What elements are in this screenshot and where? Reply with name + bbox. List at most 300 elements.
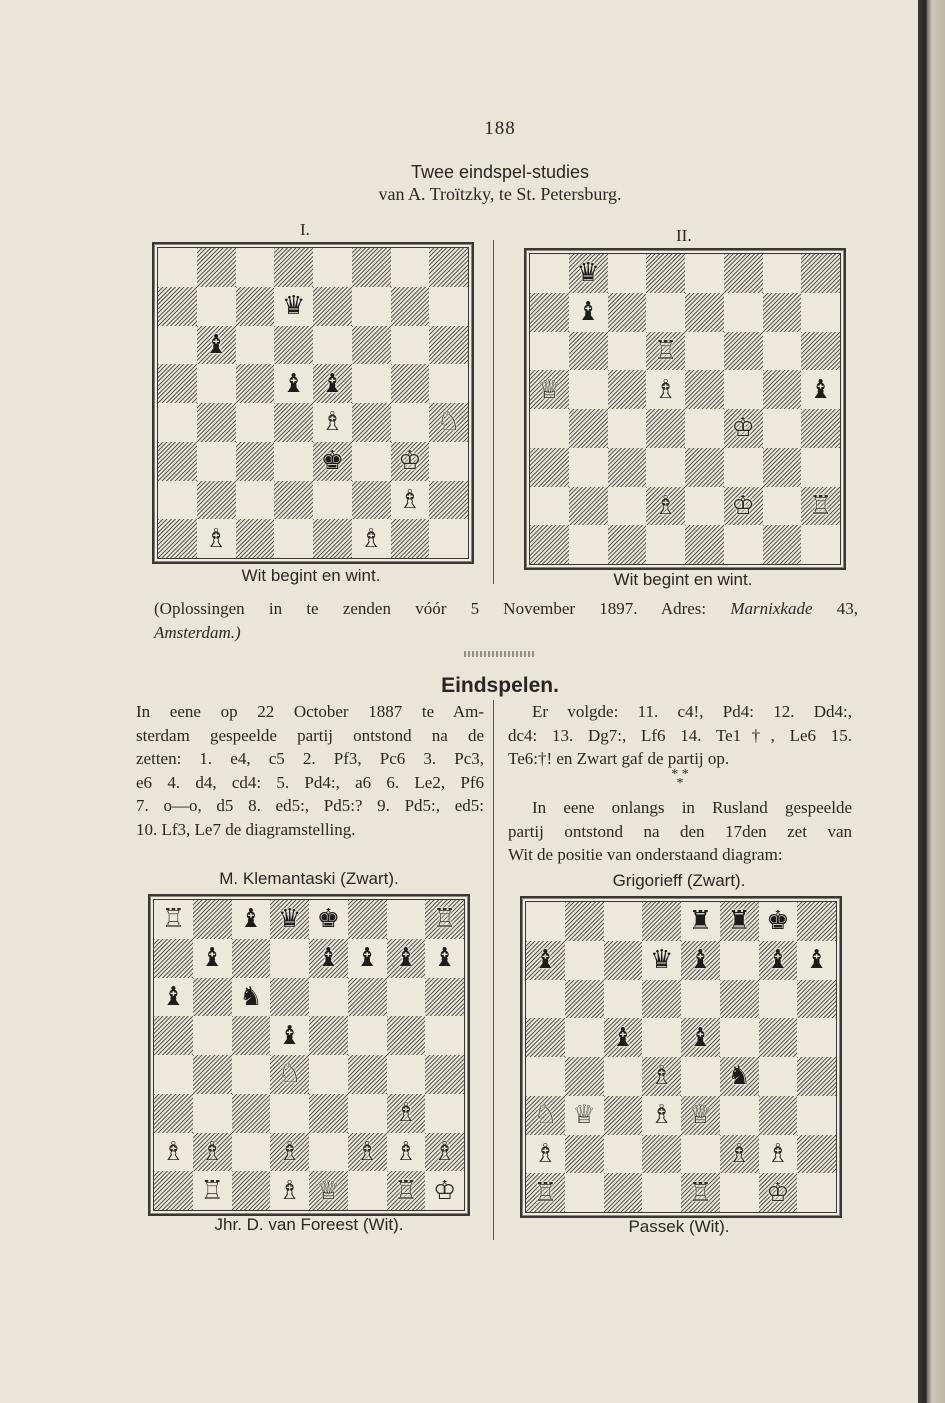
board-square — [236, 364, 275, 403]
board-square — [569, 409, 608, 448]
board-square — [530, 448, 569, 487]
right-column-text — [508, 700, 852, 771]
study-1-diagram — [152, 242, 474, 564]
board-square — [604, 1135, 643, 1174]
white-bishop-icon: ♗ — [398, 484, 422, 515]
board-square — [348, 1171, 387, 1210]
board-square — [646, 487, 685, 526]
black-king-icon: ♚ — [320, 446, 345, 477]
board-square — [642, 1096, 681, 1135]
black-bishop-icon: ♝ — [688, 1022, 713, 1053]
text-line: e6 4. d4, cd4: 5. Pd4:, a6 6. Le2, Pf6 — [136, 772, 484, 792]
board-square — [232, 1133, 271, 1172]
board-square — [608, 370, 647, 409]
board-square — [565, 941, 604, 980]
board-square — [797, 1057, 836, 1096]
board-square — [236, 519, 275, 558]
text-line: In eene onlangs in Rusland gespeelde — [532, 798, 852, 817]
board-square — [158, 442, 197, 481]
white-queen-icon: ♕ — [316, 1175, 341, 1206]
board-square — [724, 409, 763, 448]
text-line: Er volgde: 11. c4!, Pd4: 12. Dd4:, — [532, 702, 852, 721]
white-bishop-icon: ♗ — [200, 1136, 224, 1167]
board-square — [274, 326, 313, 365]
board-square — [526, 1057, 565, 1096]
board-square — [391, 287, 430, 326]
board-square — [193, 939, 232, 978]
board-square — [270, 1055, 309, 1094]
board-square — [642, 1057, 681, 1096]
board-square — [154, 1133, 193, 1172]
board-square — [387, 1094, 426, 1133]
board-square — [530, 525, 569, 564]
board-square — [154, 1016, 193, 1055]
board-square — [348, 1016, 387, 1055]
board-square — [797, 980, 836, 1019]
section-title: Eindspelen. — [441, 674, 559, 697]
white-knight-icon: ♘ — [533, 1100, 558, 1131]
black-bishop-icon: ♝ — [576, 297, 600, 328]
board-square — [158, 519, 197, 558]
board-square — [193, 1171, 232, 1210]
studies-author: van A. Troïtzky, te St. Petersburg. — [378, 184, 622, 204]
black-bishop-icon: ♝ — [281, 368, 306, 399]
black-bishop-icon: ♝ — [432, 943, 457, 974]
board-square — [232, 900, 271, 939]
board-square — [685, 370, 724, 409]
board-square — [646, 409, 685, 448]
board-square — [801, 332, 840, 371]
board-square — [681, 1173, 720, 1212]
board-square — [724, 370, 763, 409]
board-square — [425, 1094, 464, 1133]
game-2-black-player: Grigorieff (Zwart). — [612, 871, 746, 890]
board-square — [763, 525, 802, 564]
board-square — [158, 326, 197, 365]
board-square — [763, 370, 802, 409]
board-square — [348, 1055, 387, 1094]
white-bishop-icon: ♗ — [204, 523, 228, 554]
black-queen-icon: ♛ — [277, 904, 302, 935]
board-square — [604, 1057, 643, 1096]
board-square — [391, 403, 430, 442]
board-square — [724, 332, 763, 371]
game-2-diagram — [520, 896, 842, 1218]
board-square — [352, 364, 391, 403]
board-square — [309, 1133, 348, 1172]
board-square — [236, 442, 275, 481]
board-square — [270, 900, 309, 939]
white-rook-icon: ♖ — [653, 335, 678, 366]
board-square — [313, 442, 352, 481]
board-square — [681, 1096, 720, 1135]
board-square — [193, 1055, 232, 1094]
board-square — [236, 403, 275, 442]
board-square — [313, 326, 352, 365]
white-king-icon: ♔ — [398, 446, 422, 477]
white-bishop-icon: ♗ — [533, 1138, 558, 1169]
black-bishop-icon: ♝ — [355, 943, 379, 974]
board-square — [763, 409, 802, 448]
board-square — [720, 941, 759, 980]
board-square — [642, 941, 681, 980]
board-square — [391, 326, 430, 365]
solutions-number: 43, — [812, 599, 859, 618]
board-square — [391, 519, 430, 558]
black-bishop-icon: ♝ — [394, 943, 418, 974]
board-square — [236, 287, 275, 326]
board-square — [642, 980, 681, 1019]
board-square — [232, 939, 271, 978]
board-square — [759, 941, 798, 980]
board-square — [429, 403, 468, 442]
board-square — [530, 332, 569, 371]
board-square — [348, 1094, 387, 1133]
left-column-text — [136, 700, 484, 841]
board-square — [526, 902, 565, 941]
black-rook-icon: ♜ — [727, 906, 751, 937]
board-square — [720, 1135, 759, 1174]
board-square — [720, 1018, 759, 1057]
white-king-icon: ♔ — [731, 490, 755, 521]
board-square — [565, 902, 604, 941]
board-square — [429, 287, 468, 326]
board-square — [274, 481, 313, 520]
black-bishop-icon: ♝ — [161, 981, 186, 1012]
board-square — [429, 326, 468, 365]
board-square — [313, 481, 352, 520]
board-square — [801, 293, 840, 332]
board-square — [270, 939, 309, 978]
board-square — [352, 287, 391, 326]
white-rook-icon: ♖ — [161, 904, 186, 935]
board-square — [309, 978, 348, 1017]
board-square — [608, 448, 647, 487]
board-square — [720, 1096, 759, 1135]
board-square — [642, 1135, 681, 1174]
board-square — [763, 448, 802, 487]
white-rook-icon: ♖ — [808, 490, 833, 521]
board-square — [608, 525, 647, 564]
board-square — [642, 902, 681, 941]
board-square — [197, 481, 236, 520]
board-square — [565, 980, 604, 1019]
board-square — [425, 1171, 464, 1210]
board-square — [274, 248, 313, 287]
board-square — [352, 519, 391, 558]
board-square — [526, 980, 565, 1019]
board-square — [685, 487, 724, 526]
black-king-icon: ♚ — [316, 904, 341, 935]
board-square — [193, 900, 232, 939]
board-square — [797, 902, 836, 941]
board-square — [646, 370, 685, 409]
page-number: 188 — [484, 118, 516, 139]
white-knight-icon: ♘ — [277, 1059, 302, 1090]
board-square — [608, 293, 647, 332]
board-square — [154, 1171, 193, 1210]
text-line: partij ontstond na den 17den zet van — [508, 821, 852, 841]
board-square — [313, 287, 352, 326]
black-queen-icon: ♛ — [576, 258, 600, 289]
board-square — [309, 1016, 348, 1055]
board-square — [236, 248, 275, 287]
board-square — [604, 902, 643, 941]
chess-board — [529, 253, 841, 565]
white-bishop-icon: ♗ — [161, 1136, 186, 1167]
board-square — [526, 1018, 565, 1057]
board-square — [569, 487, 608, 526]
board-square — [352, 248, 391, 287]
text-line: 7. o—o, d5 8. ed5:, Pd5:? 9. Pd5:, ed5: — [136, 796, 484, 815]
board-square — [352, 442, 391, 481]
board-square — [763, 487, 802, 526]
board-square — [801, 448, 840, 487]
white-bishop-icon: ♗ — [649, 1100, 674, 1131]
board-square — [274, 403, 313, 442]
white-knight-icon: ♘ — [436, 407, 461, 438]
board-square — [154, 978, 193, 1017]
board-square — [685, 293, 724, 332]
board-square — [154, 939, 193, 978]
board-square — [685, 409, 724, 448]
board-square — [530, 293, 569, 332]
board-square — [681, 941, 720, 980]
board-square — [193, 978, 232, 1017]
board-square — [569, 254, 608, 293]
board-square — [530, 409, 569, 448]
board-square — [197, 248, 236, 287]
board-square — [685, 525, 724, 564]
white-bishop-icon: ♗ — [320, 407, 345, 438]
board-square — [387, 1016, 426, 1055]
board-square — [569, 370, 608, 409]
game-1-diagram — [148, 894, 470, 1216]
solutions-text: (Oplossingen in te zenden vóór 5 November 1897. Adres: — [154, 599, 731, 618]
board-square — [391, 364, 430, 403]
board-square — [391, 442, 430, 481]
board-square — [565, 1096, 604, 1135]
right-column-text-2 — [508, 796, 852, 867]
board-square — [526, 1135, 565, 1174]
board-square — [530, 254, 569, 293]
board-square — [569, 293, 608, 332]
board-square — [270, 1133, 309, 1172]
white-bishop-icon: ♗ — [394, 1136, 418, 1167]
board-square — [154, 900, 193, 939]
board-square — [681, 980, 720, 1019]
board-square — [797, 1096, 836, 1135]
board-square — [429, 519, 468, 558]
white-king-icon: ♔ — [766, 1177, 790, 1208]
board-square — [565, 1018, 604, 1057]
board-square — [158, 287, 197, 326]
board-square — [232, 1055, 271, 1094]
board-square — [236, 326, 275, 365]
board-square — [154, 1055, 193, 1094]
board-square — [608, 487, 647, 526]
board-square — [197, 403, 236, 442]
board-square — [387, 1133, 426, 1172]
board-square — [646, 448, 685, 487]
board-square — [724, 448, 763, 487]
black-bishop-icon: ♝ — [611, 1022, 635, 1053]
board-square — [526, 941, 565, 980]
board-square — [158, 248, 197, 287]
board-square — [274, 287, 313, 326]
board-square — [763, 293, 802, 332]
board-square — [759, 902, 798, 941]
white-king-icon: ♔ — [432, 1175, 457, 1206]
chess-board — [525, 901, 837, 1213]
board-square — [724, 525, 763, 564]
board-square — [387, 978, 426, 1017]
white-bishop-icon: ♗ — [355, 1136, 379, 1167]
board-square — [759, 1096, 798, 1135]
black-queen-icon: ♛ — [649, 945, 674, 976]
board-square — [801, 370, 840, 409]
board-square — [232, 1016, 271, 1055]
board-square — [309, 900, 348, 939]
chess-board — [157, 247, 469, 559]
board-square — [274, 364, 313, 403]
board-square — [763, 332, 802, 371]
board-square — [565, 1057, 604, 1096]
board-square — [526, 1096, 565, 1135]
studies-heading: Twee eindspel-studies — [410, 162, 590, 182]
board-square — [604, 980, 643, 1019]
text-line: Wit de positie van onderstaand diagram: — [508, 845, 783, 864]
board-square — [801, 525, 840, 564]
board-square — [530, 487, 569, 526]
board-square — [309, 1055, 348, 1094]
board-square — [236, 481, 275, 520]
black-bishop-icon: ♝ — [804, 945, 829, 976]
board-square — [797, 1173, 836, 1212]
board-square — [429, 481, 468, 520]
board-square — [425, 900, 464, 939]
board-square — [569, 448, 608, 487]
board-square — [608, 409, 647, 448]
black-queen-icon: ♛ — [281, 291, 306, 322]
black-bishop-icon: ♝ — [277, 1020, 302, 1051]
board-square — [801, 487, 840, 526]
board-square — [309, 939, 348, 978]
board-square — [759, 1135, 798, 1174]
board-square — [387, 900, 426, 939]
board-square — [646, 254, 685, 293]
text-line: In eene op 22 October 1887 te Am- — [136, 702, 484, 721]
white-bishop-icon: ♗ — [727, 1138, 751, 1169]
game-2-white-player: Passek (Wit). — [628, 1217, 730, 1236]
board-square — [348, 939, 387, 978]
white-bishop-icon: ♗ — [649, 1061, 674, 1092]
white-bishop-icon: ♗ — [766, 1138, 790, 1169]
board-square — [724, 254, 763, 293]
text-line: Te6:†! en Zwart gaf de partij op. — [508, 749, 730, 768]
study-2-diagram — [524, 248, 846, 570]
board-square — [681, 1057, 720, 1096]
black-bishop-icon: ♝ — [533, 945, 558, 976]
board-square — [608, 332, 647, 371]
board-square — [348, 1133, 387, 1172]
text-line: 10. Lf3, Le7 de diagramstelling. — [136, 819, 356, 839]
board-square — [681, 1018, 720, 1057]
black-bishop-icon: ♝ — [239, 904, 263, 935]
study-2-label: II. — [676, 226, 692, 245]
study-1-label: I. — [300, 220, 310, 239]
board-square — [604, 1018, 643, 1057]
solutions-address: Marnixkade — [730, 599, 813, 618]
board-square — [197, 326, 236, 365]
black-bishop-icon: ♝ — [204, 329, 228, 360]
white-rook-icon: ♖ — [533, 1177, 558, 1208]
board-square — [797, 1018, 836, 1057]
board-square — [608, 254, 647, 293]
white-bishop-icon: ♗ — [394, 1098, 418, 1129]
board-square — [642, 1173, 681, 1212]
board-square — [425, 939, 464, 978]
board-square — [646, 293, 685, 332]
board-square — [387, 939, 426, 978]
white-rook-icon: ♖ — [688, 1177, 713, 1208]
black-bishop-icon: ♝ — [808, 374, 833, 405]
board-square — [232, 1171, 271, 1210]
board-square — [797, 941, 836, 980]
board-square — [274, 519, 313, 558]
white-bishop-icon: ♗ — [277, 1175, 302, 1206]
text-line: zetten: 1. e4, c5 2. Pf3, Pc6 3. Pc3, — [136, 749, 484, 768]
board-square — [720, 1057, 759, 1096]
board-square — [232, 978, 271, 1017]
board-square — [391, 481, 430, 520]
board-square — [526, 1173, 565, 1212]
board-square — [720, 980, 759, 1019]
board-square — [154, 1094, 193, 1133]
white-rook-icon: ♖ — [200, 1175, 224, 1206]
black-bishop-icon: ♝ — [200, 943, 224, 974]
board-square — [642, 1018, 681, 1057]
board-square — [197, 519, 236, 558]
column-divider — [493, 240, 494, 584]
white-bishop-icon: ♗ — [432, 1136, 457, 1167]
board-square — [270, 978, 309, 1017]
board-square — [685, 448, 724, 487]
board-square — [604, 941, 643, 980]
board-square — [530, 370, 569, 409]
board-square — [391, 248, 430, 287]
black-bishop-icon: ♝ — [320, 368, 345, 399]
board-square — [720, 1173, 759, 1212]
board-square — [429, 248, 468, 287]
board-square — [348, 978, 387, 1017]
board-square — [569, 525, 608, 564]
black-rook-icon: ♜ — [688, 906, 713, 937]
board-square — [425, 1133, 464, 1172]
solutions-note — [154, 597, 858, 644]
board-square — [270, 1094, 309, 1133]
board-square — [313, 364, 352, 403]
black-knight-icon: ♞ — [727, 1061, 751, 1092]
board-square — [425, 1055, 464, 1094]
board-square — [429, 442, 468, 481]
board-square — [724, 487, 763, 526]
board-square — [797, 1135, 836, 1174]
board-square — [425, 978, 464, 1017]
board-square — [270, 1016, 309, 1055]
board-square — [801, 409, 840, 448]
ornament-rule — [464, 651, 534, 657]
